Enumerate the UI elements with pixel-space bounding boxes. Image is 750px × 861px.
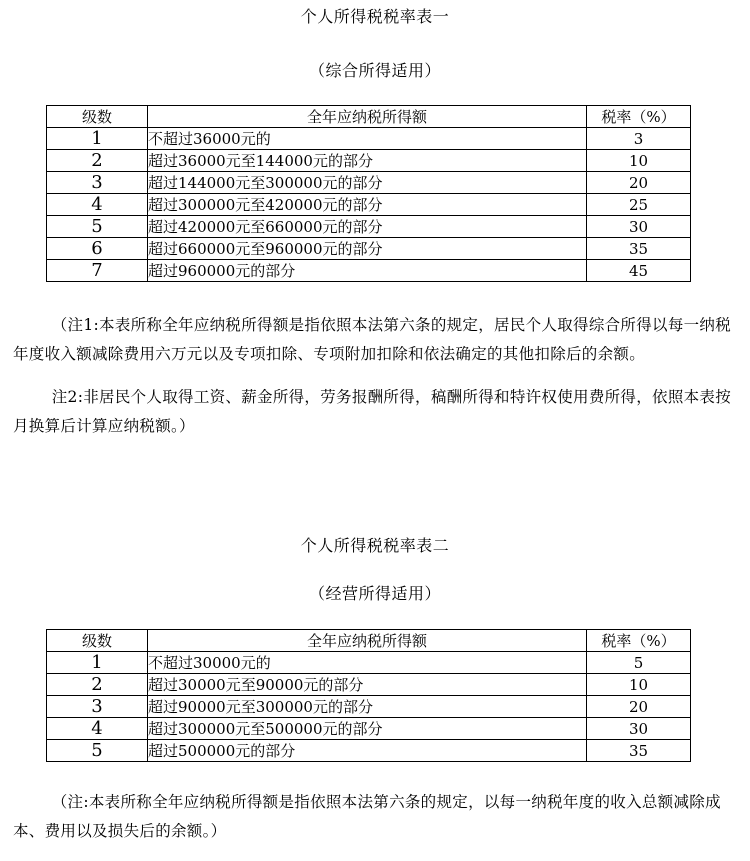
range-cell: 超过90000元至300000元的部分 [148,696,587,718]
rate-cell: 10 [587,674,691,696]
table-row [47,150,691,172]
table-header-row [47,630,691,652]
table-row [47,238,691,260]
range-cell: 不超过36000元的 [148,128,587,150]
range-cell: 超过960000元的部分 [148,260,587,282]
header-level: 级数 [47,106,148,128]
rate-cell: 3 [587,128,691,150]
table-row [47,172,691,194]
level-cell: 5 [47,216,148,238]
level-cell: 4 [47,718,148,740]
rate-cell: 25 [587,194,691,216]
table-row [47,194,691,216]
level-cell: 5 [47,740,148,762]
range-cell: 超过144000元至300000元的部分 [148,172,587,194]
header-income: 全年应纳税所得额 [148,630,587,652]
rate-cell: 20 [587,696,691,718]
rate-cell: 10 [587,150,691,172]
range-cell: 超过300000元至500000元的部分 [148,718,587,740]
table1-note1: （注1:本表所称全年应纳税所得额是指依照本法第六条的规定，居民个人取得综合所得以每一纳税年度收入额减除费用六万元以及专项扣除、专项附加扣除和依法确定的其他扣除后的余额。 [13,316,732,363]
level-cell: 2 [47,150,148,172]
rate-cell: 30 [587,718,691,740]
table2-notes [13,788,740,846]
level-cell: 1 [47,128,148,150]
table-row [47,674,691,696]
table-row [47,696,691,718]
table-row [47,740,691,762]
level-cell: 7 [47,260,148,282]
rate-cell: 20 [587,172,691,194]
table1-rate-table [46,105,691,282]
header-income: 全年应纳税所得额 [148,106,587,128]
range-cell: 超过660000元至960000元的部分 [148,238,587,260]
table-row [47,128,691,150]
rate-cell: 30 [587,216,691,238]
table2-title: 个人所得税税率表二 [300,536,450,555]
table2-rate-table [46,629,691,762]
range-cell: 超过420000元至660000元的部分 [148,216,587,238]
range-cell: 不超过30000元的 [148,652,587,674]
table-row [47,216,691,238]
header-rate: 税率（%） [587,106,691,128]
rate-cell: 35 [587,238,691,260]
table-row [47,718,691,740]
level-cell: 1 [47,652,148,674]
table1-title: 个人所得税税率表一 [300,7,450,26]
level-cell: 3 [47,696,148,718]
table-row [47,260,691,282]
level-cell: 6 [47,238,148,260]
level-cell: 4 [47,194,148,216]
level-cell: 3 [47,172,148,194]
rate-cell: 45 [587,260,691,282]
table1-note2: 注2:非居民个人取得工资、薪金所得，劳务报酬所得，稿酬所得和特许权使用费所得，依照本表按月换算后计算应纳税额。） [13,388,732,435]
table-header-row [47,106,691,128]
range-cell: 超过500000元的部分 [148,740,587,762]
rate-cell: 5 [587,652,691,674]
table-row [47,652,691,674]
table2-note: （注:本表所称全年应纳税所得额是指依照本法第六条的规定，以每一纳税年度的收入总额减除成本、费用以及损失后的余额。） [13,793,721,840]
table1-notes [13,311,740,441]
header-level: 级数 [47,630,148,652]
range-cell: 超过300000元至420000元的部分 [148,194,587,216]
table2-subtitle: （经营所得适用） [308,584,441,603]
level-cell: 2 [47,674,148,696]
header-rate: 税率（%） [587,630,691,652]
rate-cell: 35 [587,740,691,762]
table1-subtitle: （综合所得适用） [308,61,441,80]
range-cell: 超过30000元至90000元的部分 [148,674,587,696]
range-cell: 超过36000元至144000元的部分 [148,150,587,172]
